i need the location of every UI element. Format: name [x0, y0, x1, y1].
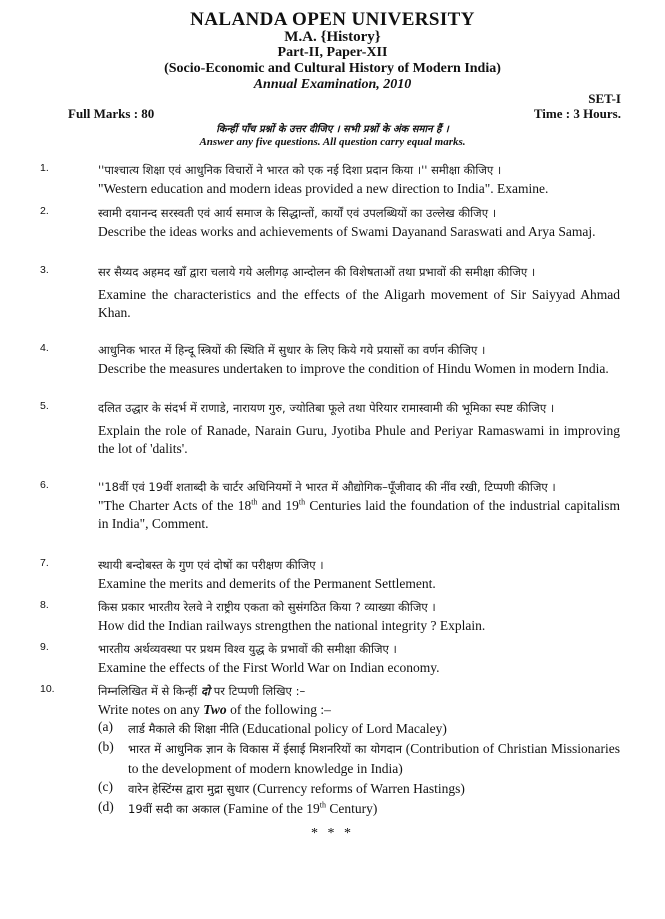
- question-text-hindi: स्वामी दयानन्द सरस्वती एवं आर्य समाज के सिद्धान्तों, कार्यों एवं उपलब्धियों का उल्लेख कीजिए ।: [98, 206, 497, 220]
- question-text-english: Examine the merits and demerits of the Permanent Settlement.: [98, 576, 436, 591]
- question-number: 8.: [40, 599, 49, 611]
- sub-text-hindi: लार्ड मैकाले की शिक्षा नीति: [128, 722, 239, 736]
- question-text-english: Examine the characteristics and the effects of the Aligarh movement of Sir Saiyyad Ahmad Khan.: [98, 287, 620, 320]
- sub-text-hindi: 19वीं सदी का अकाल: [128, 802, 221, 816]
- exam-name: Annual Examination, 2010: [253, 77, 412, 92]
- text-part: and 19: [257, 498, 299, 513]
- sub-text-english: (Currency reforms of Warren Hastings): [249, 781, 465, 796]
- sub-text: [128, 739, 620, 778]
- paper-part: Part-II, Paper-XII: [277, 45, 388, 60]
- question-text-english: [98, 701, 620, 719]
- sub-text-english: (Contribution of Christian Missionaries to the development of modern knowledge in India): [128, 741, 620, 776]
- question-number: 9.: [40, 641, 49, 653]
- sub-text-hindi: वारेन हेस्टिंग्स द्वारा मुद्रा सुधार: [128, 782, 250, 796]
- end-marker: * * *: [311, 826, 354, 841]
- text-part: पर टिप्पणी लिखिए :–: [210, 684, 306, 698]
- superscript: th: [251, 497, 258, 507]
- question-number: 4.: [40, 342, 49, 354]
- instruction-hindi: किन्हीं पाँच प्रश्नों के उत्तर दीजिए । सभी प्रश्नों के अंक समान हैं ।: [216, 124, 449, 135]
- question-text-hindi: दलित उद्धार के संदर्भ में राणाडे, नारायण गुरु, ज्योतिबा फूले तथा पेरियार रामास्वामी की भूमिका स्पष्ट कीजिए ।: [98, 401, 555, 415]
- question-text-english: "Western education and modern ideas provided a new direction to India". Examine.: [98, 181, 549, 196]
- question-number: 2.: [40, 205, 49, 217]
- superscript: th: [319, 800, 327, 810]
- sub-text-english: Century): [326, 801, 378, 816]
- question-number: 6.: [40, 479, 49, 491]
- full-marks: Full Marks : 80: [68, 106, 155, 121]
- question-text-hindi: भारतीय अर्थव्यवस्था पर प्रथम विश्व युद्ध के प्रभावों की समीक्षा कीजिए ।: [98, 642, 397, 656]
- superscript: th: [298, 497, 306, 507]
- question-number: 7.: [40, 557, 49, 569]
- question-number: 3.: [40, 264, 49, 276]
- question-text-english: Describe the measures undertaken to improve the condition of Hindu Women in modern India.: [98, 361, 609, 376]
- question-text-english: Explain the role of Ranade, Narain Guru, Jyotiba Phule and Periyar Ramaswami in improving the lot of 'dalits'.: [98, 423, 620, 456]
- question-text-hindi: सर सैय्यद अहमद खाँ द्वारा चलाये गये अलीगढ़ आन्दोलन की विशेषताओं तथा प्रभावों की समीक्षा कीजिए ।: [98, 265, 536, 279]
- sub-label: (a): [98, 719, 113, 734]
- sub-text-english: (Famine of the 19: [220, 801, 320, 816]
- emphasis: Two: [203, 702, 227, 717]
- sub-text-hindi: भारत में आधुनिक ज्ञान के विकास में ईसाई मिशनरियों का योगदान: [128, 742, 403, 756]
- question-text-english: Examine the effects of the First World War on Indian economy.: [98, 660, 440, 675]
- question-text-hindi: किस प्रकार भारतीय रेलवे ने राष्ट्रीय एकता को सुसंगठित किया ? व्याख्या कीजिए ।: [98, 600, 436, 614]
- sub-label: (b): [98, 739, 114, 754]
- text-part: "The Charter Acts of the 18: [98, 498, 252, 513]
- question-text-english: How did the Indian railways strengthen the national integrity ? Explain.: [98, 618, 486, 633]
- question-text-hindi: स्थायी बन्दोबस्त के गुण एवं दोषों का परीक्षण कीजिए ।: [98, 558, 324, 572]
- question-text-hindi: [98, 681, 620, 701]
- text-part: Centuries laid the foundation of the industrial capitalism in India", Comment.: [98, 498, 621, 531]
- text-part: निम्नलिखित में से किन्हीं: [98, 684, 201, 698]
- university-name: NALANDA OPEN UNIVERSITY: [190, 9, 475, 30]
- emphasis: दो: [200, 684, 211, 698]
- question-text-english: Describe the ideas works and achievements of Swami Dayanand Saraswati and Arya Samaj.: [98, 224, 596, 239]
- text-part: of the following :–: [226, 702, 331, 717]
- time-allowed: Time : 3 Hours.: [533, 106, 621, 121]
- sub-text: [128, 799, 620, 819]
- question-number: 1.: [40, 162, 49, 174]
- set-label: SET-I: [588, 91, 621, 106]
- course-name: M.A. {History}: [284, 29, 381, 45]
- sub-text: [128, 719, 620, 739]
- question-number: 10.: [40, 683, 55, 695]
- question-number: 5.: [40, 400, 49, 412]
- question-text-hindi: आधुनिक भारत में हिन्दू स्त्रियों की स्थिति में सुधार के लिए किये गये प्रयासों का वर्णन कीजिए ।: [98, 343, 486, 357]
- paper-subject: (Socio-Economic and Cultural History of Modern India): [164, 61, 501, 76]
- question-text-hindi: ''18वीं एवं 19वीं शताब्दी के चार्टर अधिनियमों ने भारत में औद्योगिक–पूँजीवाद की नींव रखी, टिप्पणी कीजिए ।: [98, 480, 556, 494]
- question-text-english: [98, 497, 620, 533]
- sub-label: (d): [98, 799, 114, 814]
- text-part: Write notes on any: [98, 702, 204, 717]
- sub-text-english: (Educational policy of Lord Macaley): [238, 721, 447, 736]
- question-text-hindi: ''पाश्चात्य शिक्षा एवं आधुनिक विचारों ने भारत को एक नई दिशा प्रदान किया ।'' समीक्षा कीजिए ।: [98, 163, 502, 177]
- sub-label: (c): [98, 779, 113, 794]
- instruction-english: Answer any five questions. All question carry equal marks.: [199, 136, 466, 148]
- sub-text: [128, 779, 620, 799]
